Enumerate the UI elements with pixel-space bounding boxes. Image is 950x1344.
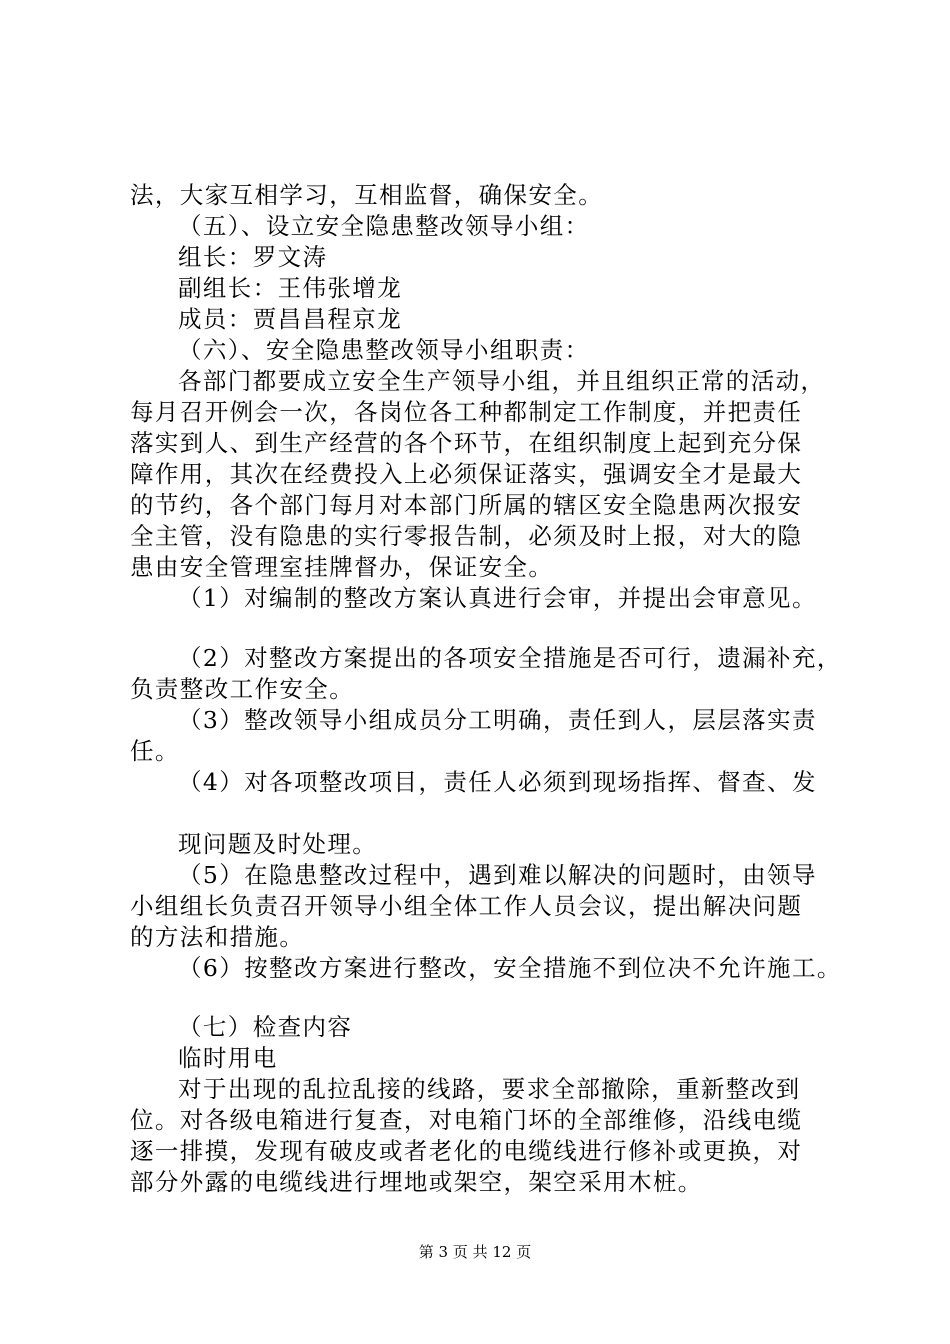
body-line: 对于出现的乱拉乱接的线路，要求全部撤除，重新整改到 xyxy=(178,1075,801,1103)
body-line: 组长：罗文涛 xyxy=(178,243,328,271)
body-line: 落实到人、到生产经营的各个环节，在组织制度上起到充分保 xyxy=(130,429,803,457)
list-item: （2）对整改方案提出的各项安全措施是否可行，遗漏补充， xyxy=(178,644,842,672)
body-line: 负责整改工作安全。 xyxy=(130,675,355,703)
body-line: 现问题及时处理。 xyxy=(178,830,378,858)
body-line: 的方法和措施。 xyxy=(130,923,305,951)
section-heading: （七）检查内容 xyxy=(178,1013,353,1041)
page-number: 第 3 页 共 12 页 xyxy=(418,1243,532,1261)
body-line: 患由安全管理室挂牌督办，保证安全。 xyxy=(130,553,554,581)
body-line: 部分外露的电缆线进行埋地或架空，架空采用木桩。 xyxy=(130,1168,703,1196)
list-item: （4）对各项整改项目，责任人必须到现场指挥、督查、发 xyxy=(178,768,817,796)
list-item: （5）在隐患整改过程中，遇到难以解决的问题时，由领导 xyxy=(178,861,817,889)
subsection-heading: 临时用电 xyxy=(178,1044,278,1072)
list-item: （1）对编制的整改方案认真进行会审，并提出会审意见。 xyxy=(178,584,817,612)
body-line: 任。 xyxy=(130,737,180,765)
body-line: 各部门都要成立安全生产领导小组，并且组织正常的活动， xyxy=(178,367,826,395)
body-line: 成员：贾昌昌程京龙 xyxy=(178,305,403,333)
body-line: 全主管，没有隐患的实行零报告制，必须及时上报，对大的隐 xyxy=(130,522,803,550)
body-line: 小组组长负责召开领导小组全体工作人员会议，提出解决问题 xyxy=(130,892,803,920)
body-line: 位。对各级电箱进行复查，对电箱门坏的全部维修，沿线电缆 xyxy=(130,1106,803,1134)
body-line: 法，大家互相学习，互相监督，确保安全。 xyxy=(130,181,604,209)
section-heading: （六）、安全隐患整改领导小组职责： xyxy=(178,336,590,364)
section-heading: （五）、设立安全隐患整改领导小组： xyxy=(178,212,590,240)
body-line: 副组长：王伟张增龙 xyxy=(178,274,403,302)
body-line: 每月召开例会一次，各岗位各工种都制定工作制度，并把责任 xyxy=(130,398,803,426)
list-item: （6）按整改方案进行整改，安全措施不到位决不允许施工。 xyxy=(178,954,842,982)
body-line: 逐一排摸，发现有破皮或者老化的电缆线进行修补或更换，对 xyxy=(130,1137,803,1165)
body-line: 障作用，其次在经费投入上必须保证落实，强调安全才是最大 xyxy=(130,460,803,488)
list-item: （3）整改领导小组成员分工明确，责任到人，层层落实责 xyxy=(178,706,817,734)
body-line: 的节约，各个部门每月对本部门所属的辖区安全隐患两次报安 xyxy=(130,491,803,519)
